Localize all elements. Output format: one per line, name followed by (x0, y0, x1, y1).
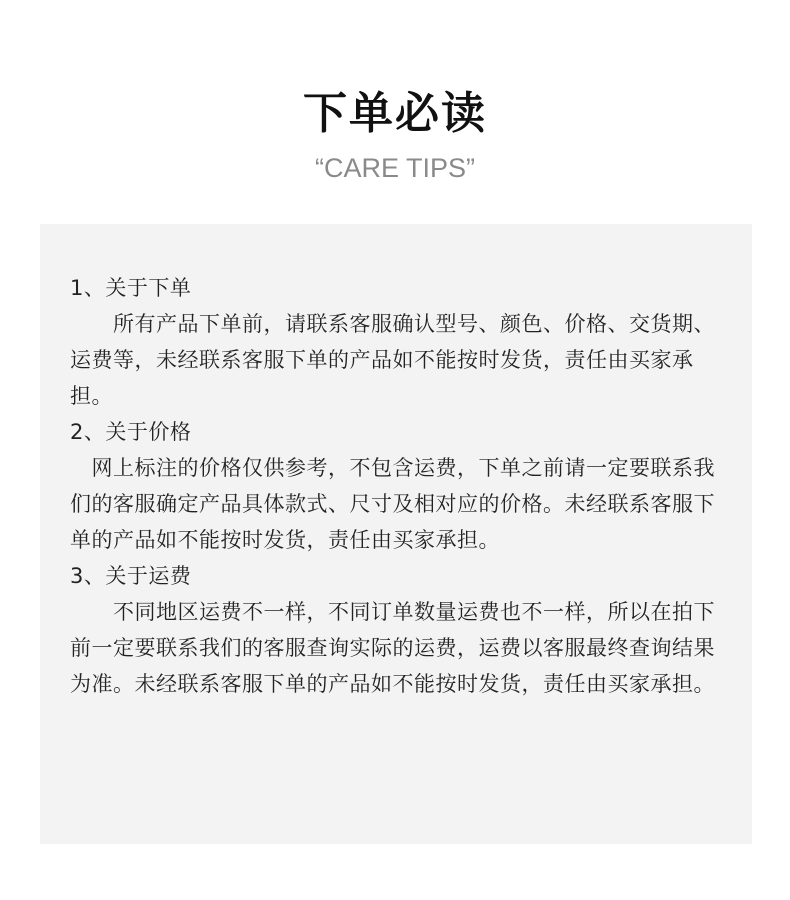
tip-heading-shipping: 3、关于运费 (70, 564, 192, 588)
tip-heading-price: 2、关于价格 (70, 420, 192, 444)
tip-body-price: 网上标注的价格仅供参考，不包含运费，下单之前请一定要联系我们的客服确定产品具体款式、尺寸及相对应的价格。未经联系客服下单的产品如不能按时发货，责任由买家承担。 (70, 456, 715, 552)
tip-heading-order: 1、关于下单 (70, 276, 192, 300)
tip-body-shipping: 不同地区运费不一样，不同订单数量运费也不一样，所以在拍下前一定要联系我们的客服查询实际的运费，运费以客服最终查询结果为准。未经联系客服下单的产品如不能按时发货，责任由买家承担。 (70, 600, 715, 696)
page-subtitle: “CARE TIPS” (314, 153, 476, 183)
tip-body-order: 所有产品下单前，请联系客服确认型号、颜色、价格、交货期、运费等，未经联系客服下单的产品如不能按时发货，责任由买家承担。 (70, 312, 715, 408)
tips-content (70, 270, 720, 702)
page-title: 下单必读 (303, 88, 487, 139)
tips-panel (40, 224, 752, 844)
